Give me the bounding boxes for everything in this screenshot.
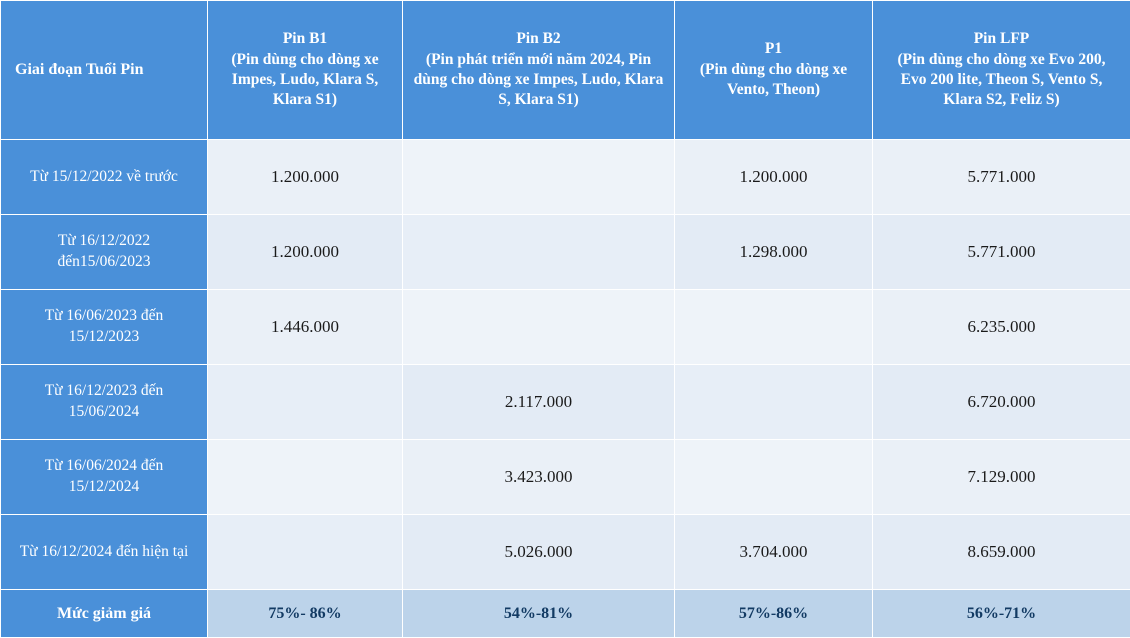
cell-p1: 3.704.000 <box>675 515 873 590</box>
cell-pin-b2 <box>403 140 675 215</box>
row-period-label: Từ 16/06/2024 đến 15/12/2024 <box>1 440 208 515</box>
cell-pin-lfp: 5.771.000 <box>873 215 1130 290</box>
cell-pin-b2: 3.423.000 <box>403 440 675 515</box>
cell-pin-b2 <box>403 215 675 290</box>
cell-pin-b1 <box>208 365 403 440</box>
cell-pin-b1: 1.200.000 <box>208 140 403 215</box>
column-header-pin-b2-subtitle: (Pin phát triển mới năm 2024, Pin dùng cho dòng xe Impes, Ludo, Klara S, Klara S1) <box>413 50 664 111</box>
header-row <box>1 1 1130 140</box>
table-row <box>1 140 1130 215</box>
column-header-period-title: Giai đoạn Tuổi Pin <box>15 59 197 80</box>
cell-p1: 1.200.000 <box>675 140 873 215</box>
cell-pin-b1: 1.200.000 <box>208 215 403 290</box>
cell-pin-b2: 2.117.000 <box>403 365 675 440</box>
column-header-pin-lfp-subtitle: (Pin dùng cho dòng xe Evo 200, Evo 200 lite, Theon S, Vento S, Klara S2, Feliz S) <box>883 50 1120 111</box>
cell-pin-b1 <box>208 440 403 515</box>
cell-pin-lfp: 5.771.000 <box>873 140 1130 215</box>
table-row <box>1 290 1130 365</box>
table-row <box>1 440 1130 515</box>
cell-pin-lfp: 6.235.000 <box>873 290 1130 365</box>
cell-p1 <box>675 440 873 515</box>
cell-p1 <box>675 365 873 440</box>
table-footer-row <box>1 590 1130 638</box>
table-row <box>1 515 1130 590</box>
table-row <box>1 365 1130 440</box>
cell-pin-b1 <box>208 515 403 590</box>
cell-p1 <box>675 290 873 365</box>
row-period-label: Từ 16/12/2022 đến15/06/2023 <box>1 215 208 290</box>
cell-pin-lfp: 7.129.000 <box>873 440 1130 515</box>
footer-discount-pin-b1: 75%- 86% <box>208 590 403 638</box>
column-header-pin-b2-title: Pin B2 <box>413 29 664 49</box>
cell-pin-b2 <box>403 290 675 365</box>
footer-label: Mức giảm giá <box>1 590 208 638</box>
cell-pin-lfp: 8.659.000 <box>873 515 1130 590</box>
column-header-pin-lfp-title: Pin LFP <box>883 29 1120 49</box>
column-header-pin-b1-title: Pin B1 <box>218 29 392 49</box>
row-period-label: Từ 16/12/2023 đến 15/06/2024 <box>1 365 208 440</box>
column-header-period <box>1 1 208 140</box>
row-period-label: Từ 16/12/2024 đến hiện tại <box>1 515 208 590</box>
cell-pin-b1: 1.446.000 <box>208 290 403 365</box>
column-header-p1-subtitle: (Pin dùng cho dòng xe Vento, Theon) <box>685 60 862 101</box>
column-header-pin-b1 <box>208 1 403 140</box>
table-header <box>1 1 1130 140</box>
footer-discount-p1: 57%-86% <box>675 590 873 638</box>
column-header-pin-b2 <box>403 1 675 140</box>
column-header-p1-title: P1 <box>685 39 862 59</box>
column-header-pin-lfp <box>873 1 1130 140</box>
row-period-label: Từ 15/12/2022 về trước <box>1 140 208 215</box>
footer-discount-pin-b2: 54%-81% <box>403 590 675 638</box>
cell-pin-lfp: 6.720.000 <box>873 365 1130 440</box>
table-row <box>1 215 1130 290</box>
column-header-p1 <box>675 1 873 140</box>
column-header-pin-b1-subtitle: (Pin dùng cho dòng xe Impes, Ludo, Klara S, Klara S1) <box>218 50 392 111</box>
row-period-label: Từ 16/06/2023 đến 15/12/2023 <box>1 290 208 365</box>
cell-pin-b2: 5.026.000 <box>403 515 675 590</box>
table-body <box>1 140 1130 638</box>
footer-discount-pin-lfp: 56%-71% <box>873 590 1130 638</box>
cell-p1: 1.298.000 <box>675 215 873 290</box>
